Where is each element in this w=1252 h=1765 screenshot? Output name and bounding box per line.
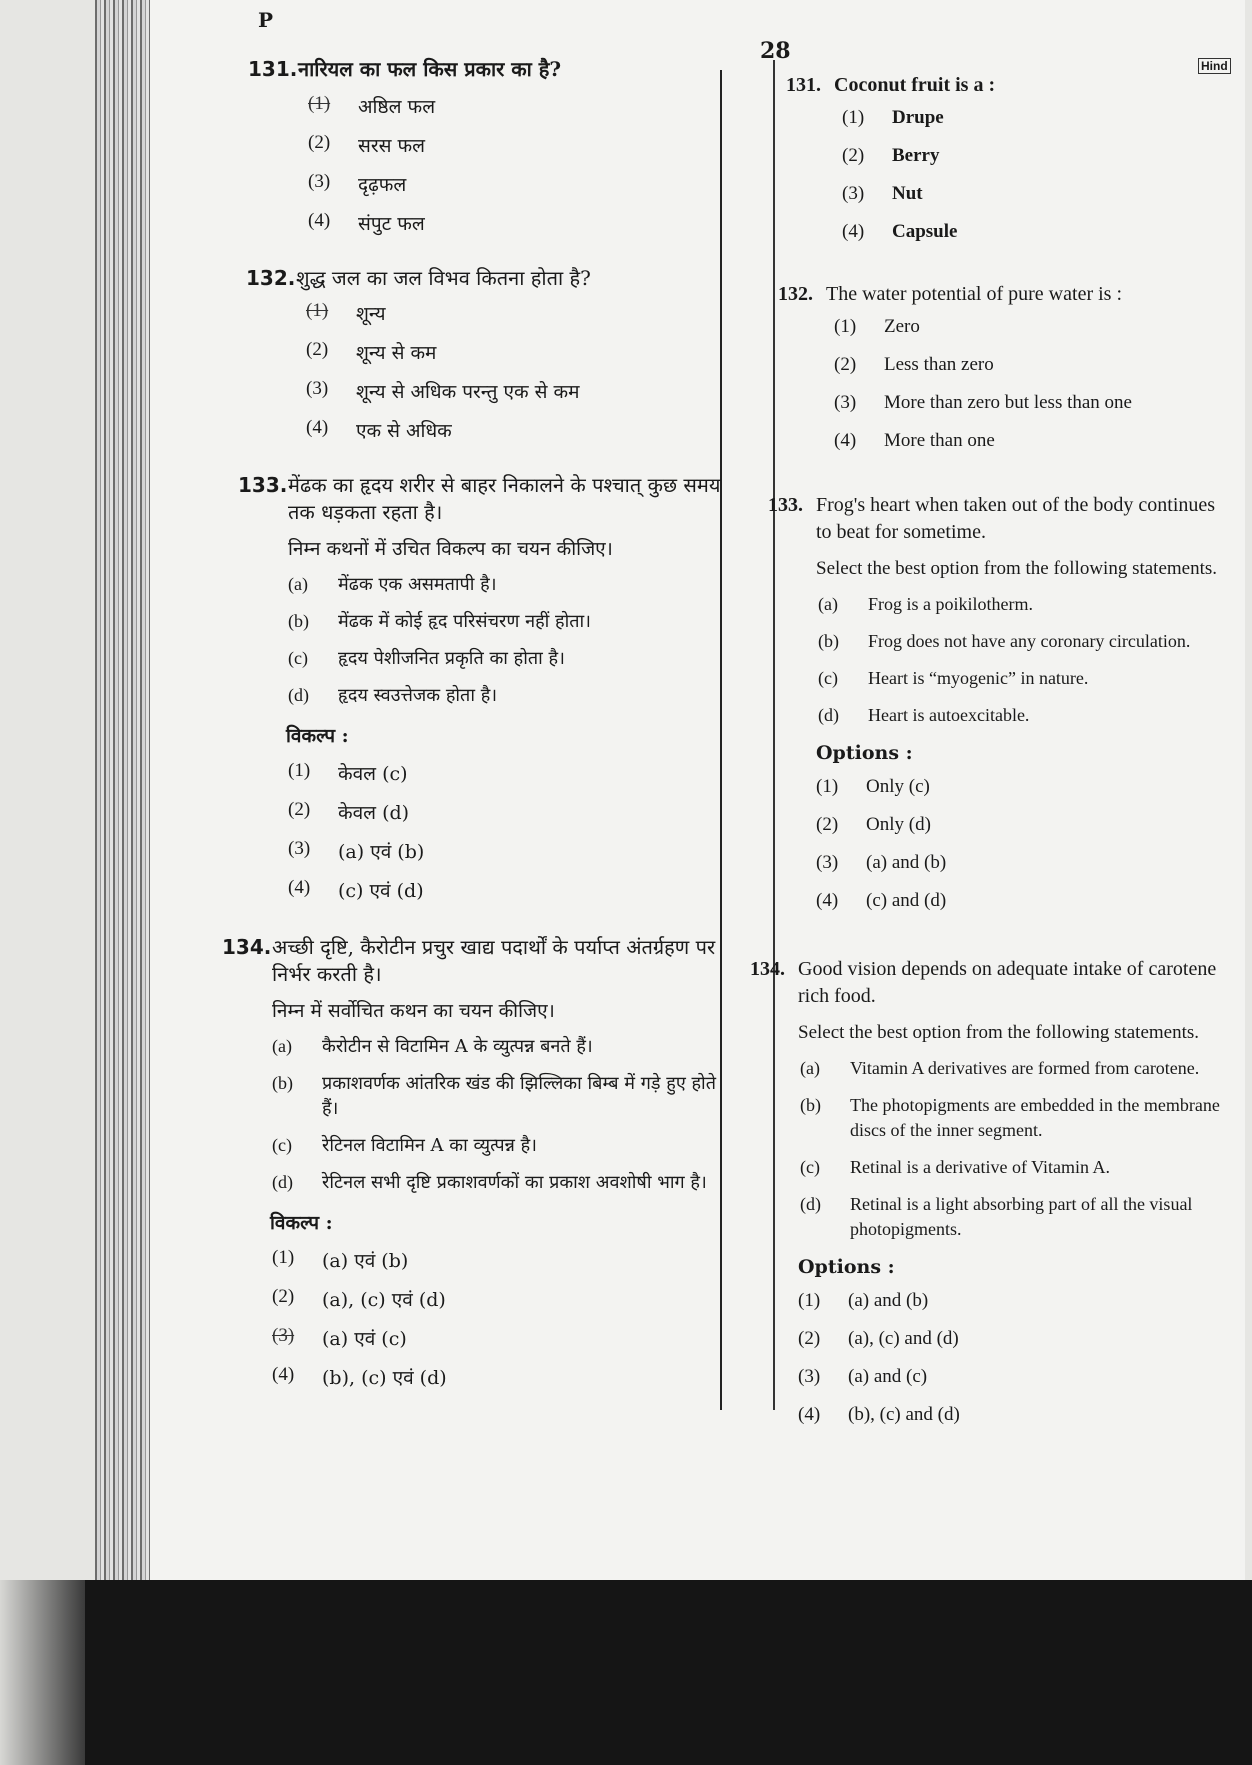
statement: (a) Vitamin A derivatives are formed from carotene. (800, 1058, 1200, 1078)
question-134-hi (222, 934, 738, 1403)
question-text: मेंढक का हृदय शरीर से बाहर निकालने के पश्चात् कुछ समय तक धड़कता रहता है। (288, 473, 721, 524)
option: (3) (a) and (c) (798, 1366, 928, 1387)
instruction: Select the best option from the following statements. (798, 1022, 1200, 1043)
scan-edge (0, 1580, 85, 1765)
option: (3) (a) एवं (b) (288, 838, 425, 863)
statement: (a) Frog is a poikilotherm. (818, 594, 1033, 614)
question-number: 131. (248, 57, 298, 81)
english-column (750, 72, 1234, 1442)
statement: (a) मेंढक एक असमतापी है। (288, 574, 497, 595)
scan-shadow (85, 1580, 1252, 1765)
option: (2) केवल (d) (288, 799, 410, 824)
option: (1) (a) एवं (b) (272, 1247, 409, 1272)
instruction: Select the best option from the following statements. (816, 558, 1218, 579)
question-132-hi (246, 265, 738, 456)
statement: (c) हृदय पेशीजनित प्रकृति का होता है। (288, 648, 565, 669)
option: (2) Berry (842, 145, 940, 166)
question-number: 134. (222, 935, 272, 959)
question-number: 131. (786, 74, 821, 96)
question-number: 132. (246, 266, 296, 290)
option: (4) (b), (c) and (d) (798, 1404, 960, 1425)
option: (3) More than zero but less than one (834, 392, 1132, 413)
option: (2) शून्य से कम (306, 339, 437, 364)
option: (1) Only (c) (816, 776, 930, 797)
option: (4) More than one (834, 430, 995, 451)
option: (2) (a), (c) एवं (d) (272, 1286, 446, 1311)
statement: (d) Retinal is a light absorbing part of all the visual photopigments. (800, 1194, 1193, 1239)
option: (2) (a), (c) and (d) (798, 1328, 959, 1349)
statement: (c) Retinal is a derivative of Vitamin A. (800, 1157, 1111, 1177)
question-134-en (750, 956, 1234, 1442)
question-text: Good vision depends on adequate intake of carotene rich food. (798, 958, 1217, 1007)
set-code: P (258, 8, 274, 32)
question-number: 133. (768, 494, 803, 516)
option: (3) (a) and (b) (816, 852, 947, 873)
question-131-en (786, 72, 1234, 259)
statement: (d) Heart is autoexcitable. (818, 705, 1030, 725)
question-text: The water potential of pure water is : (826, 283, 1122, 305)
question-133-en (768, 492, 1234, 928)
option: (4) (b), (c) एवं (d) (272, 1364, 447, 1389)
option: (4) Capsule (842, 221, 958, 242)
option: (4) संपुट फल (308, 210, 425, 235)
statement: (b) मेंढक में कोई हृद परिसंचरण नहीं होता। (288, 611, 591, 632)
option: (4) (c) and (d) (816, 890, 947, 911)
question-133-hi (238, 472, 738, 916)
question-text: शुद्ध जल का जल विभव कितना होता है? (296, 266, 591, 290)
option: (3) शून्य से अधिक परन्तु एक से कम (306, 378, 580, 403)
statement: (d) रेटिनल सभी दृष्टि प्रकाशवर्णकों का प्रकाश अवशोषी भाग है। (272, 1172, 707, 1193)
option: (3) Nut (842, 183, 923, 204)
question-132-en (778, 281, 1234, 468)
option: (1) Drupe (842, 107, 944, 128)
book-binding (95, 0, 150, 1580)
statement: (c) Heart is “myogenic” in nature. (818, 668, 1089, 688)
options-label: Options : (816, 742, 913, 764)
options-label: विकल्प : (286, 725, 349, 747)
language-tag: Hind (1198, 58, 1231, 74)
statement: (c) रेटिनल विटामिन A का व्युत्पन्न है। (272, 1135, 537, 1156)
option: (3) दृढ़फल (308, 171, 407, 196)
option: (4) (c) एवं (d) (288, 877, 424, 902)
option: (1) (a) and (b) (798, 1290, 929, 1311)
question-number: 132. (778, 283, 813, 305)
options-label: विकल्प : (270, 1212, 333, 1234)
option: (1) अष्ठिल फल (308, 93, 436, 118)
instruction: निम्न में सर्वोचित कथन का चयन कीजिए। (272, 1000, 555, 1022)
statement: (b) The photopigments are embedded in the membrane discs of the inner segment. (800, 1095, 1220, 1140)
statement: (b) Frog does not have any coronary circulation. (818, 631, 1191, 651)
question-text: अच्छी दृष्टि, कैरोटीन प्रचुर खाद्य पदार्थों के पर्याप्त अंतर्ग्रहण पर निर्भर करती है। (272, 935, 716, 986)
option: (3) (a) एवं (c) (272, 1325, 407, 1350)
hindi-column (222, 56, 738, 1403)
option: (1) केवल (c) (288, 760, 408, 785)
question-text: Coconut fruit is a : (834, 74, 996, 96)
option: (2) Less than zero (834, 354, 994, 375)
option: (1) शून्य (306, 300, 386, 325)
statement: (a) कैरोटीन से विटामिन A के व्युत्पन्न बनते हैं। (272, 1036, 593, 1057)
question-131-hi (248, 56, 738, 249)
statement: (b) प्रकाशवर्णक आंतरिक खंड की झिल्लिका बिम्ब में गड़े हुए होते हैं। (272, 1073, 716, 1119)
question-number: 133. (238, 473, 288, 497)
option: (4) एक से अधिक (306, 417, 452, 442)
options-label: Options : (798, 1256, 895, 1278)
statement: (d) हृदय स्वउत्तेजक होता है। (288, 685, 498, 706)
question-text: Frog's heart when taken out of the body continues to beat for sometime. (816, 494, 1216, 543)
instruction: निम्न कथनों में उचित विकल्प का चयन कीजिए। (288, 538, 613, 560)
option: (2) सरस फल (308, 132, 426, 157)
option: (2) Only (d) (816, 814, 931, 835)
question-number: 134. (750, 958, 785, 980)
page-number: 28 (760, 38, 791, 64)
question-text: नारियल का फल किस प्रकार का है? (298, 57, 562, 81)
option: (1) Zero (834, 316, 920, 337)
